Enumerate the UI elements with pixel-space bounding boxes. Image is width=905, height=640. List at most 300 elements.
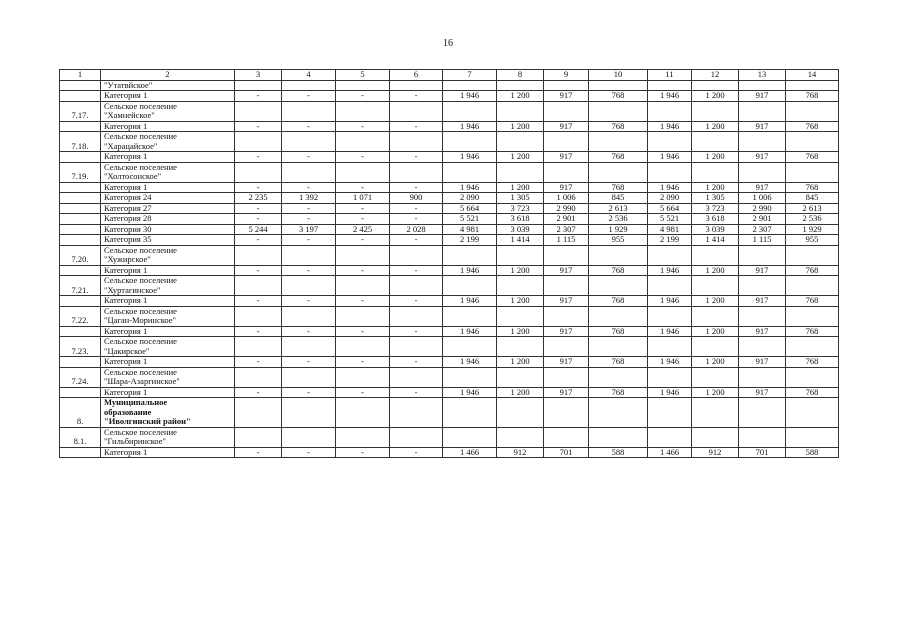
- value-cell: 3 039: [497, 224, 544, 235]
- value-cell: 917: [739, 152, 786, 163]
- value-cell: 1 200: [497, 357, 544, 368]
- value-cell: [648, 80, 692, 91]
- row-number: 7.17.: [60, 101, 101, 121]
- row-name: [101, 80, 235, 91]
- value-cell: [544, 337, 589, 357]
- column-header: 13: [739, 70, 786, 81]
- value-cell: 917: [544, 121, 589, 132]
- row-number: [60, 121, 101, 132]
- row-name-line: "Иволгинский район": [104, 416, 191, 426]
- row-number: [60, 296, 101, 307]
- value-cell: [692, 306, 739, 326]
- value-cell: 1 200: [497, 326, 544, 337]
- value-cell: 917: [739, 326, 786, 337]
- value-cell: 1 466: [648, 447, 692, 458]
- row-name-line: Категория 1: [104, 90, 148, 100]
- value-cell: [692, 337, 739, 357]
- value-cell: -: [390, 326, 443, 337]
- value-cell: [497, 427, 544, 447]
- row-name-line: "Хуртагинское": [104, 284, 161, 295]
- row-name: [101, 306, 235, 326]
- value-cell: 1 305: [692, 193, 739, 204]
- value-cell: -: [282, 235, 336, 246]
- row-name: [101, 121, 235, 132]
- value-cell: [786, 306, 839, 326]
- row-name: [101, 276, 235, 296]
- row-name-line: Категория 1: [104, 151, 148, 161]
- value-cell: -: [336, 214, 390, 225]
- value-cell: [390, 101, 443, 121]
- value-cell: [497, 245, 544, 265]
- value-cell: [544, 132, 589, 152]
- value-cell: [282, 80, 336, 91]
- value-cell: [497, 306, 544, 326]
- value-cell: 912: [497, 447, 544, 458]
- value-cell: [390, 276, 443, 296]
- value-cell: 917: [739, 357, 786, 368]
- value-cell: 768: [589, 326, 648, 337]
- value-cell: 1 115: [544, 235, 589, 246]
- value-cell: 768: [786, 182, 839, 193]
- value-cell: -: [235, 182, 282, 193]
- row-number: 7.21.: [60, 276, 101, 296]
- row-number: [60, 203, 101, 214]
- value-cell: [589, 276, 648, 296]
- row-number: [60, 182, 101, 193]
- value-cell: 3 618: [692, 214, 739, 225]
- value-cell: 1 946: [648, 357, 692, 368]
- value-cell: 1 946: [443, 152, 497, 163]
- value-cell: -: [282, 326, 336, 337]
- row-number: 8.: [60, 398, 101, 428]
- column-header: 4: [282, 70, 336, 81]
- table-row: [60, 387, 839, 398]
- row-name-line: Сельское поселение: [104, 427, 177, 437]
- row-name-line: Категория 1: [104, 356, 148, 366]
- value-cell: -: [390, 447, 443, 458]
- value-cell: [497, 337, 544, 357]
- value-cell: 768: [786, 152, 839, 163]
- value-cell: 1 305: [497, 193, 544, 204]
- row-name-line: Сельское поселение: [104, 336, 177, 346]
- value-cell: -: [235, 447, 282, 458]
- value-cell: [589, 245, 648, 265]
- value-cell: [589, 427, 648, 447]
- row-name: [101, 235, 235, 246]
- value-cell: [648, 132, 692, 152]
- table-row: [60, 152, 839, 163]
- value-cell: [443, 367, 497, 387]
- row-number: [60, 193, 101, 204]
- value-cell: 5 244: [235, 224, 282, 235]
- value-cell: [786, 162, 839, 182]
- row-number: [60, 235, 101, 246]
- row-name: [101, 387, 235, 398]
- value-cell: 917: [739, 265, 786, 276]
- value-cell: 1 946: [443, 182, 497, 193]
- value-cell: 955: [589, 235, 648, 246]
- row-name-line: Категория 24: [104, 192, 152, 202]
- value-cell: 3 723: [692, 203, 739, 214]
- value-cell: [786, 276, 839, 296]
- row-number: 7.20.: [60, 245, 101, 265]
- row-name: [101, 203, 235, 214]
- value-cell: -: [390, 265, 443, 276]
- value-cell: 2 199: [443, 235, 497, 246]
- value-cell: 1 200: [692, 91, 739, 102]
- value-cell: 917: [739, 121, 786, 132]
- value-cell: [589, 162, 648, 182]
- value-cell: 845: [786, 193, 839, 204]
- value-cell: [786, 337, 839, 357]
- value-cell: -: [390, 203, 443, 214]
- value-cell: [282, 367, 336, 387]
- value-cell: -: [336, 296, 390, 307]
- value-cell: 2 990: [739, 203, 786, 214]
- value-cell: 1 946: [648, 326, 692, 337]
- value-cell: [589, 101, 648, 121]
- value-cell: 912: [692, 447, 739, 458]
- row-name-line: Сельское поселение: [104, 131, 177, 141]
- value-cell: [390, 398, 443, 428]
- value-cell: 1 414: [497, 235, 544, 246]
- value-cell: -: [336, 265, 390, 276]
- value-cell: -: [336, 387, 390, 398]
- row-number: [60, 91, 101, 102]
- column-header: 9: [544, 70, 589, 81]
- value-cell: [443, 427, 497, 447]
- value-cell: [786, 101, 839, 121]
- value-cell: 768: [589, 357, 648, 368]
- row-name-line: Категория 30: [104, 224, 152, 234]
- value-cell: [497, 101, 544, 121]
- value-cell: 917: [544, 357, 589, 368]
- value-cell: [739, 162, 786, 182]
- value-cell: -: [235, 91, 282, 102]
- value-cell: [336, 101, 390, 121]
- value-cell: 917: [739, 296, 786, 307]
- value-cell: [692, 276, 739, 296]
- value-cell: 1 200: [497, 387, 544, 398]
- column-header: 14: [786, 70, 839, 81]
- row-name: [101, 152, 235, 163]
- value-cell: -: [390, 296, 443, 307]
- value-cell: 955: [786, 235, 839, 246]
- row-name-line: Сельское поселение: [104, 245, 177, 255]
- row-name-line: "Шара-Азаргинское": [104, 376, 180, 386]
- row-name-line: Категория 27: [104, 203, 152, 213]
- value-cell: [648, 367, 692, 387]
- value-cell: [544, 427, 589, 447]
- value-cell: 2 028: [390, 224, 443, 235]
- table-row: [60, 121, 839, 132]
- value-cell: 1 115: [739, 235, 786, 246]
- row-number: 7.18.: [60, 132, 101, 152]
- row-number: 7.22.: [60, 306, 101, 326]
- value-cell: [739, 398, 786, 428]
- value-cell: 1 946: [443, 326, 497, 337]
- value-cell: [443, 80, 497, 91]
- value-cell: [390, 132, 443, 152]
- value-cell: [336, 245, 390, 265]
- value-cell: 1 006: [544, 193, 589, 204]
- row-number: [60, 214, 101, 225]
- value-cell: 2 536: [786, 214, 839, 225]
- row-name-line: Сельское поселение: [104, 306, 177, 316]
- value-cell: [390, 306, 443, 326]
- value-cell: 1 929: [786, 224, 839, 235]
- value-cell: [648, 101, 692, 121]
- row-name-line: Сельское поселение: [104, 367, 177, 377]
- row-name-line: Категория 35: [104, 234, 152, 244]
- value-cell: -: [282, 152, 336, 163]
- value-cell: -: [282, 203, 336, 214]
- value-cell: -: [235, 326, 282, 337]
- value-cell: 1 200: [692, 296, 739, 307]
- value-cell: 3 039: [692, 224, 739, 235]
- row-number: [60, 152, 101, 163]
- value-cell: 1 200: [692, 387, 739, 398]
- row-name: [101, 326, 235, 337]
- value-cell: 917: [739, 182, 786, 193]
- row-name: [101, 162, 235, 182]
- value-cell: -: [282, 357, 336, 368]
- value-cell: 1 946: [443, 296, 497, 307]
- value-cell: 1 200: [497, 121, 544, 132]
- value-cell: -: [336, 182, 390, 193]
- value-cell: 3 723: [497, 203, 544, 214]
- value-cell: 1 946: [648, 387, 692, 398]
- value-cell: 588: [786, 447, 839, 458]
- value-cell: 1 200: [497, 296, 544, 307]
- value-cell: [235, 337, 282, 357]
- value-cell: [648, 306, 692, 326]
- value-cell: 768: [786, 265, 839, 276]
- row-number: [60, 326, 101, 337]
- value-cell: -: [390, 182, 443, 193]
- row-name: [101, 101, 235, 121]
- value-cell: [390, 367, 443, 387]
- value-cell: 2 235: [235, 193, 282, 204]
- value-cell: 588: [589, 447, 648, 458]
- value-cell: [692, 162, 739, 182]
- value-cell: 5 521: [443, 214, 497, 225]
- value-cell: 2 990: [544, 203, 589, 214]
- value-cell: [786, 80, 839, 91]
- table-row: [60, 132, 839, 152]
- value-cell: 768: [589, 296, 648, 307]
- value-cell: [648, 337, 692, 357]
- row-name: [101, 245, 235, 265]
- row-name-line: "Гильбиринское": [104, 436, 167, 446]
- row-name: [101, 337, 235, 357]
- value-cell: [336, 306, 390, 326]
- value-cell: [544, 101, 589, 121]
- value-cell: [235, 276, 282, 296]
- value-cell: -: [336, 121, 390, 132]
- value-cell: [497, 276, 544, 296]
- table-row: [60, 357, 839, 368]
- value-cell: [786, 398, 839, 428]
- value-cell: -: [336, 152, 390, 163]
- value-cell: [589, 337, 648, 357]
- value-cell: -: [336, 357, 390, 368]
- value-cell: -: [235, 152, 282, 163]
- value-cell: [443, 245, 497, 265]
- value-cell: 768: [589, 265, 648, 276]
- value-cell: -: [336, 326, 390, 337]
- column-header: 11: [648, 70, 692, 81]
- value-cell: 768: [786, 296, 839, 307]
- value-cell: 768: [786, 387, 839, 398]
- value-cell: [739, 80, 786, 91]
- value-cell: [443, 162, 497, 182]
- value-cell: -: [235, 357, 282, 368]
- value-cell: -: [282, 265, 336, 276]
- value-cell: 1 200: [497, 91, 544, 102]
- row-number: 7.19.: [60, 162, 101, 182]
- column-header: 1: [60, 70, 101, 81]
- row-name: [101, 367, 235, 387]
- row-name: [101, 132, 235, 152]
- value-cell: 1 946: [443, 91, 497, 102]
- value-cell: [648, 162, 692, 182]
- value-cell: 2 901: [739, 214, 786, 225]
- value-cell: [497, 132, 544, 152]
- row-name-line: Категория 1: [104, 295, 148, 305]
- row-name-line: Категория 1: [104, 326, 148, 336]
- value-cell: 1 946: [648, 182, 692, 193]
- value-cell: 917: [544, 326, 589, 337]
- value-cell: 1 006: [739, 193, 786, 204]
- row-number: [60, 357, 101, 368]
- value-cell: 3 618: [497, 214, 544, 225]
- column-header: 6: [390, 70, 443, 81]
- value-cell: 5 664: [648, 203, 692, 214]
- value-cell: -: [336, 203, 390, 214]
- value-cell: 2 536: [589, 214, 648, 225]
- value-cell: -: [235, 296, 282, 307]
- value-cell: [235, 398, 282, 428]
- value-cell: -: [282, 182, 336, 193]
- value-cell: [589, 306, 648, 326]
- value-cell: 1 200: [497, 265, 544, 276]
- value-cell: 1 946: [648, 296, 692, 307]
- row-name: [101, 265, 235, 276]
- row-number: [60, 447, 101, 458]
- column-header: 12: [692, 70, 739, 81]
- value-cell: -: [390, 357, 443, 368]
- value-cell: 701: [739, 447, 786, 458]
- value-cell: [390, 245, 443, 265]
- value-cell: [497, 398, 544, 428]
- table-row: [60, 296, 839, 307]
- row-name-line: Категория 1: [104, 121, 148, 131]
- value-cell: 1 200: [692, 152, 739, 163]
- value-cell: 1 946: [648, 265, 692, 276]
- value-cell: 768: [589, 91, 648, 102]
- value-cell: -: [336, 235, 390, 246]
- value-cell: 900: [390, 193, 443, 204]
- value-cell: [282, 276, 336, 296]
- value-cell: [390, 80, 443, 91]
- value-cell: 917: [544, 152, 589, 163]
- value-cell: 1 946: [443, 265, 497, 276]
- value-cell: 2 613: [786, 203, 839, 214]
- value-cell: [336, 398, 390, 428]
- table-row: [60, 306, 839, 326]
- value-cell: [739, 245, 786, 265]
- tariff-table: [59, 69, 839, 458]
- value-cell: -: [390, 91, 443, 102]
- value-cell: [497, 80, 544, 91]
- table-row: [60, 398, 839, 428]
- table-row: [60, 193, 839, 204]
- value-cell: 1 200: [692, 265, 739, 276]
- value-cell: [786, 367, 839, 387]
- table-header-row: [60, 70, 839, 81]
- value-cell: [282, 245, 336, 265]
- value-cell: 1 200: [692, 182, 739, 193]
- value-cell: 4 981: [648, 224, 692, 235]
- row-number: 7.24.: [60, 367, 101, 387]
- value-cell: 768: [589, 152, 648, 163]
- value-cell: [692, 427, 739, 447]
- value-cell: 2 307: [544, 224, 589, 235]
- value-cell: [692, 101, 739, 121]
- table-row: [60, 427, 839, 447]
- row-number: [60, 80, 101, 91]
- row-name: [101, 296, 235, 307]
- column-header: 8: [497, 70, 544, 81]
- value-cell: -: [390, 121, 443, 132]
- value-cell: -: [235, 214, 282, 225]
- value-cell: -: [390, 387, 443, 398]
- value-cell: [235, 427, 282, 447]
- value-cell: [648, 276, 692, 296]
- value-cell: [282, 101, 336, 121]
- value-cell: [739, 367, 786, 387]
- value-cell: -: [235, 121, 282, 132]
- value-cell: [692, 80, 739, 91]
- table-row: [60, 101, 839, 121]
- value-cell: [235, 101, 282, 121]
- row-name-line: Категория 1: [104, 447, 148, 457]
- table-row: [60, 235, 839, 246]
- value-cell: [443, 101, 497, 121]
- value-cell: 1 929: [589, 224, 648, 235]
- value-cell: -: [282, 121, 336, 132]
- value-cell: [282, 306, 336, 326]
- value-cell: [739, 276, 786, 296]
- value-cell: 5 664: [443, 203, 497, 214]
- value-cell: 3 197: [282, 224, 336, 235]
- row-name-line: Сельское поселение: [104, 101, 177, 111]
- value-cell: [390, 337, 443, 357]
- value-cell: [692, 132, 739, 152]
- value-cell: [589, 132, 648, 152]
- value-cell: [235, 367, 282, 387]
- value-cell: [443, 132, 497, 152]
- value-cell: -: [282, 296, 336, 307]
- value-cell: -: [235, 235, 282, 246]
- value-cell: 1 071: [336, 193, 390, 204]
- column-header: 5: [336, 70, 390, 81]
- value-cell: [443, 276, 497, 296]
- row-name-line: "Цакирское": [104, 345, 150, 356]
- value-cell: 1 200: [692, 326, 739, 337]
- value-cell: 917: [739, 387, 786, 398]
